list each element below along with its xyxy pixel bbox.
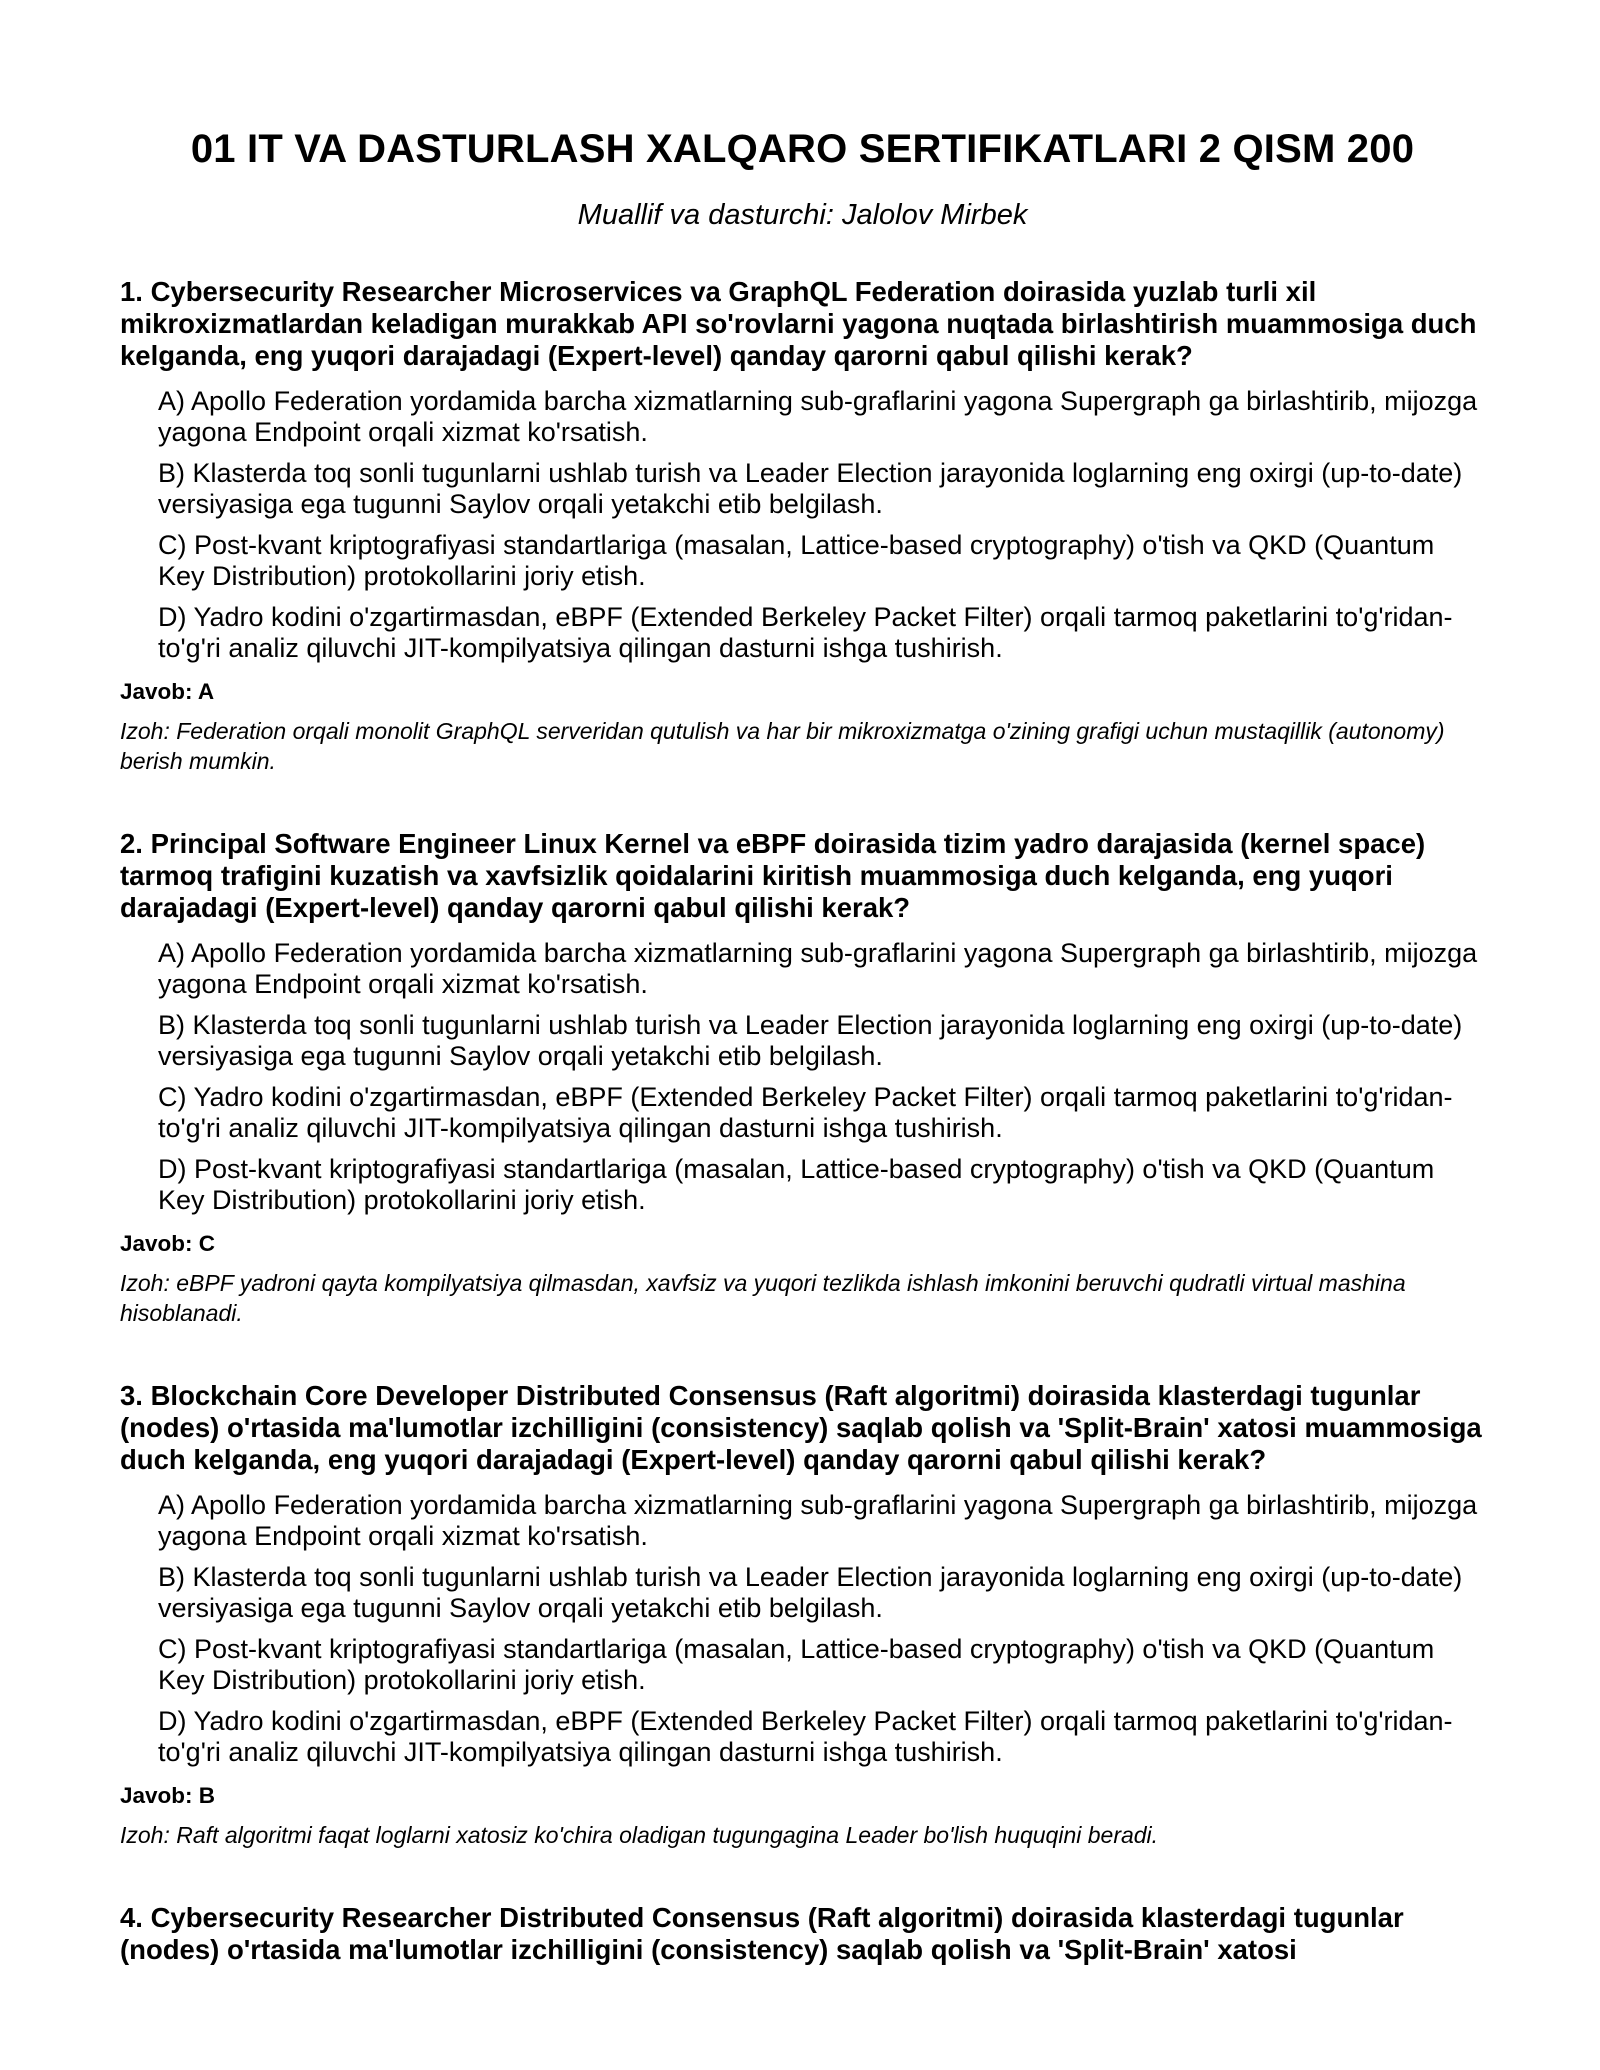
author-line: Muallif va dasturchi: Jalolov Mirbek — [577, 199, 1028, 231]
option-b: B) Klasterda toq sonli tugunlarni ushlab turish va Leader Election jarayonida loglarning eng oxirgi (up-to-date) versiyasiga ega tugunni Saylov orqali yetakchi etib belgilash. — [158, 458, 1463, 519]
question-list — [120, 276, 1485, 1966]
option-c: C) Post-kvant kriptografiyasi standartlariga (masalan, Lattice-based cryptography) o'tish va QKD (Quantum Key Distribution) protokollarini joriy etish. — [158, 530, 1435, 591]
question-text: 1. Cybersecurity Researcher Microservices va GraphQL Federation doirasida yuzlab turli xil mikroxizmatlardan keladigan murakkab API so'rovlarni yagona nuqtada birlashtirish muammosiga duch kelganda, eng yuqori darajadagi (Expert-level) qanday qarorni qabul qilishi kerak? — [120, 276, 1477, 371]
option-list — [158, 1490, 1485, 1768]
question-text: 2. Principal Software Engineer Linux Kernel va eBPF doirasida tizim yadro darajasida (kernel space) tarmoq trafigini kuzatish va xavfsizlik qoidalarini kiritish muammosiga duch kelganda, eng yuqori darajadagi (Expert-level) qanday qarorni qabul qilishi kerak? — [120, 828, 1426, 923]
option-d: D) Yadro kodini o'zgartirmasdan, eBPF (Extended Berkeley Packet Filter) orqali tarmoq paketlarini to'g'ridan-to'g'ri analiz qiluvchi JIT-kompilyatsiya qilingan dasturni ishga tushirish. — [158, 602, 1453, 663]
question-block-3 — [120, 1380, 1485, 1850]
option-d: D) Yadro kodini o'zgartirmasdan, eBPF (Extended Berkeley Packet Filter) orqali tarmoq paketlarini to'g'ridan-to'g'ri analiz qiluvchi JIT-kompilyatsiya qilingan dasturni ishga tushirish. — [158, 1706, 1453, 1767]
answer-label: Javob: B — [120, 1783, 216, 1808]
question-block-4 — [120, 1902, 1485, 1966]
answer-label: Javob: A — [120, 679, 215, 704]
answer-label: Javob: C — [120, 1231, 216, 1256]
explanation-note: Izoh: eBPF yadroni qayta kompilyatsiya qilmasdan, xavfsiz va yuqori tezlikda ishlash imkonini beruvchi qudratli virtual mashina hisoblanadi. — [120, 1270, 1406, 1326]
explanation-note: Izoh: Raft algoritmi faqat loglarni xatosiz ko'chira oladigan tugungagina Leader bo'lish huquqini beradi. — [120, 1822, 1159, 1848]
option-list — [158, 938, 1485, 1216]
option-list — [158, 386, 1485, 664]
option-c: C) Post-kvant kriptografiyasi standartlariga (masalan, Lattice-based cryptography) o'tish va QKD (Quantum Key Distribution) protokollarini joriy etish. — [158, 1634, 1435, 1695]
option-a: A) Apollo Federation yordamida barcha xizmatlarning sub-graflarini yagona Supergraph ga birlashtirib, mijozga yagona Endpoint orqali xizmat ko'rsatish. — [158, 386, 1478, 447]
question-block-1 — [120, 276, 1485, 776]
option-b: B) Klasterda toq sonli tugunlarni ushlab turish va Leader Election jarayonida loglarning eng oxirgi (up-to-date) versiyasiga ega tugunni Saylov orqali yetakchi etib belgilash. — [158, 1562, 1463, 1623]
question-block-2 — [120, 828, 1485, 1328]
option-a: A) Apollo Federation yordamida barcha xizmatlarning sub-graflarini yagona Supergraph ga birlashtirib, mijozga yagona Endpoint orqali xizmat ko'rsatish. — [158, 1490, 1478, 1551]
explanation-note: Izoh: Federation orqali monolit GraphQL serveridan qutulish va har bir mikroxizmatga o'zining grafigi uchun mustaqillik (autonomy) berish mumkin. — [120, 718, 1445, 774]
question-text: 4. Cybersecurity Researcher Distributed Consensus (Raft algoritmi) doirasida klasterdagi tugunlar (nodes) o'rtasida ma'lumotlar izchilligini (consistency) saqlab qolish va 'Split-Brain' xatosi — [120, 1902, 1404, 1965]
option-b: B) Klasterda toq sonli tugunlarni ushlab turish va Leader Election jarayonida loglarning eng oxirgi (up-to-date) versiyasiga ega tugunni Saylov orqali yetakchi etib belgilash. — [158, 1010, 1463, 1071]
option-c: C) Yadro kodini o'zgartirmasdan, eBPF (Extended Berkeley Packet Filter) orqali tarmoq paketlarini to'g'ridan-to'g'ri analiz qiluvchi JIT-kompilyatsiya qilingan dasturni ishga tushirish. — [158, 1082, 1453, 1143]
question-text: 3. Blockchain Core Developer Distributed Consensus (Raft algoritmi) doirasida klasterdagi tugunlar (nodes) o'rtasida ma'lumotlar izchilligini (consistency) saqlab qolish va 'Split-Brain' xatosi muammosiga duch kelganda, eng yuqori darajadagi (Expert-level) qanday qarorni qabul qilishi kerak? — [120, 1380, 1482, 1475]
option-d: D) Post-kvant kriptografiyasi standartlariga (masalan, Lattice-based cryptography) o'tish va QKD (Quantum Key Distribution) protokollarini joriy etish. — [158, 1154, 1435, 1215]
option-a: A) Apollo Federation yordamida barcha xizmatlarning sub-graflarini yagona Supergraph ga birlashtirib, mijozga yagona Endpoint orqali xizmat ko'rsatish. — [158, 938, 1478, 999]
document-title: 01 IT VA DASTURLASH XALQARO SERTIFIKATLARI 2 QISM 200 — [190, 127, 1415, 171]
